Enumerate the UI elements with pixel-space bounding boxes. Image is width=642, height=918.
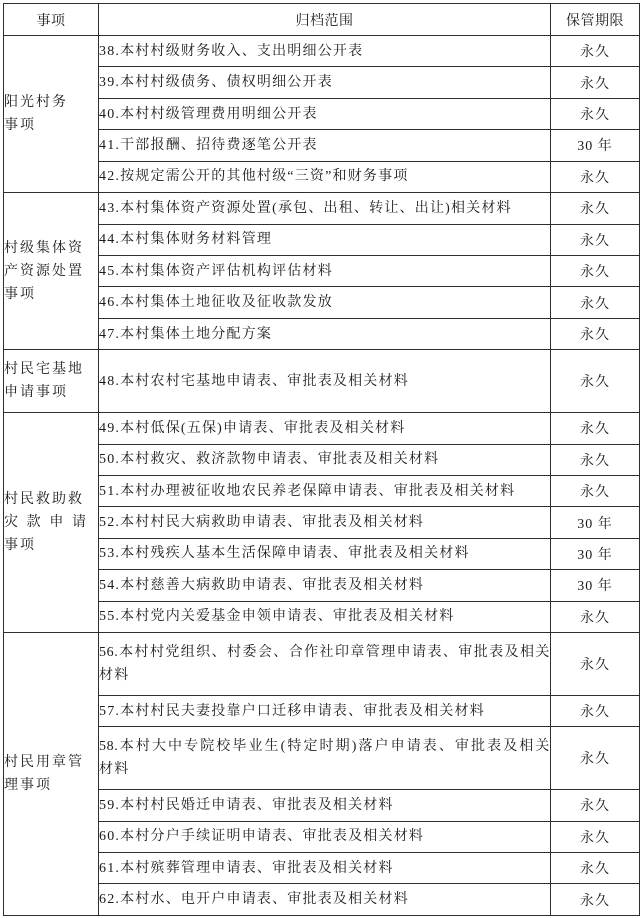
scope-line: 58.本村大中专院校毕业生(特定时期)落户申请表、审批表及相关 bbox=[99, 739, 550, 755]
period-cell: 30 年 bbox=[551, 538, 640, 569]
scope-cell bbox=[99, 413, 551, 444]
header-period: 保管期限 bbox=[551, 4, 640, 36]
table-row bbox=[4, 413, 640, 444]
scope-line: 57.本村村民夫妻投靠户口迁移申请表、审批表及相关材料 bbox=[99, 703, 485, 719]
scope-cell bbox=[99, 821, 551, 852]
table-row bbox=[4, 444, 640, 475]
period-cell: 30 年 bbox=[551, 130, 640, 161]
table-row bbox=[4, 475, 640, 506]
category-line: 事项 bbox=[4, 118, 36, 134]
table-row bbox=[4, 601, 640, 632]
category-label bbox=[4, 91, 86, 137]
table-body bbox=[4, 36, 640, 916]
category-line: 村民宅基地 bbox=[4, 362, 84, 378]
scope-line: 40.本村村级管理费用明细公开表 bbox=[99, 106, 318, 122]
archive-table bbox=[3, 3, 640, 916]
period-cell: 永久 bbox=[551, 727, 640, 790]
scope-cell bbox=[99, 98, 551, 129]
period-cell: 30 年 bbox=[551, 570, 640, 601]
category-line: 灾款申请 bbox=[4, 515, 86, 531]
scope-cell bbox=[99, 475, 551, 506]
category-line: 理事项 bbox=[4, 777, 52, 793]
scope-line: 51.本村办理被征收地农民养老保障申请表、审批表及相关材料 bbox=[99, 483, 516, 499]
period-cell: 永久 bbox=[551, 67, 640, 98]
scope-line: 53.本村残疾人基本生活保障申请表、审批表及相关材料 bbox=[99, 546, 470, 562]
period-cell: 永久 bbox=[551, 318, 640, 349]
category-line: 村民救助救 bbox=[4, 492, 84, 508]
period-cell: 永久 bbox=[551, 633, 640, 696]
scope-line: 44.本村集体财务材料管理 bbox=[99, 232, 273, 248]
scope-line: 55.本村党内关爱基金申领申请表、审批表及相关材料 bbox=[99, 609, 455, 625]
table-row bbox=[4, 507, 640, 538]
scope-cell bbox=[99, 633, 551, 696]
table-row bbox=[4, 161, 640, 192]
scope-line: 50.本村救灾、救济款物申请表、审批表及相关材料 bbox=[99, 452, 440, 468]
scope-line: 56.本村村党组织、村委会、合作社印章管理申请表、审批表及相关 bbox=[99, 644, 550, 660]
header-scope: 归档范围 bbox=[99, 4, 551, 36]
scope-line: 39.本村村级债务、债权明细公开表 bbox=[99, 75, 333, 91]
table-row bbox=[4, 853, 640, 884]
scope-cell bbox=[99, 67, 551, 98]
scope-line: 46.本村集体土地征收及征收款发放 bbox=[99, 295, 333, 311]
scope-cell bbox=[99, 130, 551, 161]
table-row bbox=[4, 67, 640, 98]
scope-line: 61.本村殡葬管理申请表、审批表及相关材料 bbox=[99, 860, 394, 876]
table-row bbox=[4, 695, 640, 726]
period-cell: 永久 bbox=[551, 255, 640, 286]
category-label bbox=[4, 751, 86, 797]
table-row bbox=[4, 193, 640, 224]
table-row bbox=[4, 727, 640, 790]
scope-line: 47.本村集体土地分配方案 bbox=[99, 326, 273, 342]
category-cell bbox=[4, 350, 99, 413]
scope-cell bbox=[99, 507, 551, 538]
scope-line: 60.本村分户手续证明申请表、审批表及相关材料 bbox=[99, 829, 425, 845]
scope-line: 48.本村农村宅基地申请表、审批表及相关材料 bbox=[99, 373, 409, 389]
table-row bbox=[4, 36, 640, 67]
scope-cell bbox=[99, 255, 551, 286]
scope-cell bbox=[99, 538, 551, 569]
table-row bbox=[4, 130, 640, 161]
scope-cell bbox=[99, 853, 551, 884]
table-row bbox=[4, 884, 640, 915]
period-cell: 永久 bbox=[551, 444, 640, 475]
scope-line: 45.本村集体资产评估机构评估材料 bbox=[99, 263, 333, 279]
scope-line: 62.本村水、电开户申请表、审批表及相关材料 bbox=[99, 892, 409, 908]
scope-cell bbox=[99, 444, 551, 475]
table-row bbox=[4, 224, 640, 255]
table-row bbox=[4, 821, 640, 852]
scope-cell bbox=[99, 161, 551, 192]
period-cell: 永久 bbox=[551, 36, 640, 67]
table-row bbox=[4, 350, 640, 413]
scope-line: 材料 bbox=[99, 667, 130, 683]
table-row bbox=[4, 98, 640, 129]
period-cell: 永久 bbox=[551, 161, 640, 192]
scope-cell bbox=[99, 695, 551, 726]
table-header bbox=[4, 4, 640, 36]
period-cell: 永久 bbox=[551, 98, 640, 129]
scope-cell bbox=[99, 601, 551, 632]
table-row bbox=[4, 790, 640, 821]
category-cell bbox=[4, 193, 99, 350]
category-line: 申请事项 bbox=[4, 385, 68, 401]
scope-cell bbox=[99, 790, 551, 821]
scope-line: 42.按规定需公开的其他村级“三资”和财务事项 bbox=[99, 169, 409, 185]
table-row bbox=[4, 255, 640, 286]
scope-line: 38.本村村级财务收入、支出明细公开表 bbox=[99, 43, 364, 59]
period-cell: 30 年 bbox=[551, 507, 640, 538]
category-line: 村级集体资 bbox=[4, 240, 84, 256]
period-cell: 永久 bbox=[551, 853, 640, 884]
category-cell bbox=[4, 413, 99, 633]
category-cell bbox=[4, 36, 99, 193]
period-cell: 永久 bbox=[551, 413, 640, 444]
period-cell: 永久 bbox=[551, 287, 640, 318]
scope-line: 54.本村慈善大病救助申请表、审批表及相关材料 bbox=[99, 577, 425, 593]
scope-cell bbox=[99, 884, 551, 915]
scope-cell bbox=[99, 318, 551, 349]
period-cell: 永久 bbox=[551, 790, 640, 821]
period-cell: 永久 bbox=[551, 601, 640, 632]
category-line: 事项 bbox=[4, 538, 36, 554]
scope-line: 59.本村村民婚迁申请表、审批表及相关材料 bbox=[99, 797, 394, 813]
scope-cell bbox=[99, 727, 551, 790]
category-line: 阳光村务 bbox=[4, 95, 68, 111]
table-row bbox=[4, 538, 640, 569]
table-row bbox=[4, 633, 640, 696]
scope-cell bbox=[99, 224, 551, 255]
period-cell: 永久 bbox=[551, 224, 640, 255]
category-line: 产资源处置 bbox=[4, 263, 84, 279]
period-cell: 永久 bbox=[551, 475, 640, 506]
scope-line: 52.本村村民大病救助申请表、审批表及相关材料 bbox=[99, 515, 425, 531]
scope-line: 49.本村低保(五保)申请表、审批表及相关材料 bbox=[99, 420, 406, 436]
category-label bbox=[4, 488, 86, 557]
period-cell: 永久 bbox=[551, 193, 640, 224]
table-row bbox=[4, 570, 640, 601]
scope-cell bbox=[99, 287, 551, 318]
category-line: 村民用章管 bbox=[4, 754, 84, 770]
scope-cell bbox=[99, 570, 551, 601]
category-cell bbox=[4, 633, 99, 916]
header-category: 事项 bbox=[4, 4, 99, 36]
category-label bbox=[4, 358, 86, 404]
category-line: 事项 bbox=[4, 286, 36, 302]
scope-cell bbox=[99, 36, 551, 67]
scope-line: 材料 bbox=[99, 762, 130, 778]
period-cell: 永久 bbox=[551, 884, 640, 915]
period-cell: 永久 bbox=[551, 350, 640, 413]
header-row bbox=[4, 4, 640, 36]
scope-cell bbox=[99, 350, 551, 413]
table-row bbox=[4, 287, 640, 318]
scope-line: 43.本村集体资产资源处置(承包、出租、转让、出让)相关材料 bbox=[99, 200, 512, 216]
period-cell: 永久 bbox=[551, 695, 640, 726]
category-label bbox=[4, 237, 86, 306]
period-cell: 永久 bbox=[551, 821, 640, 852]
scope-line: 41.干部报酬、招待费逐笔公开表 bbox=[99, 137, 318, 153]
scope-cell bbox=[99, 193, 551, 224]
table-row bbox=[4, 318, 640, 349]
